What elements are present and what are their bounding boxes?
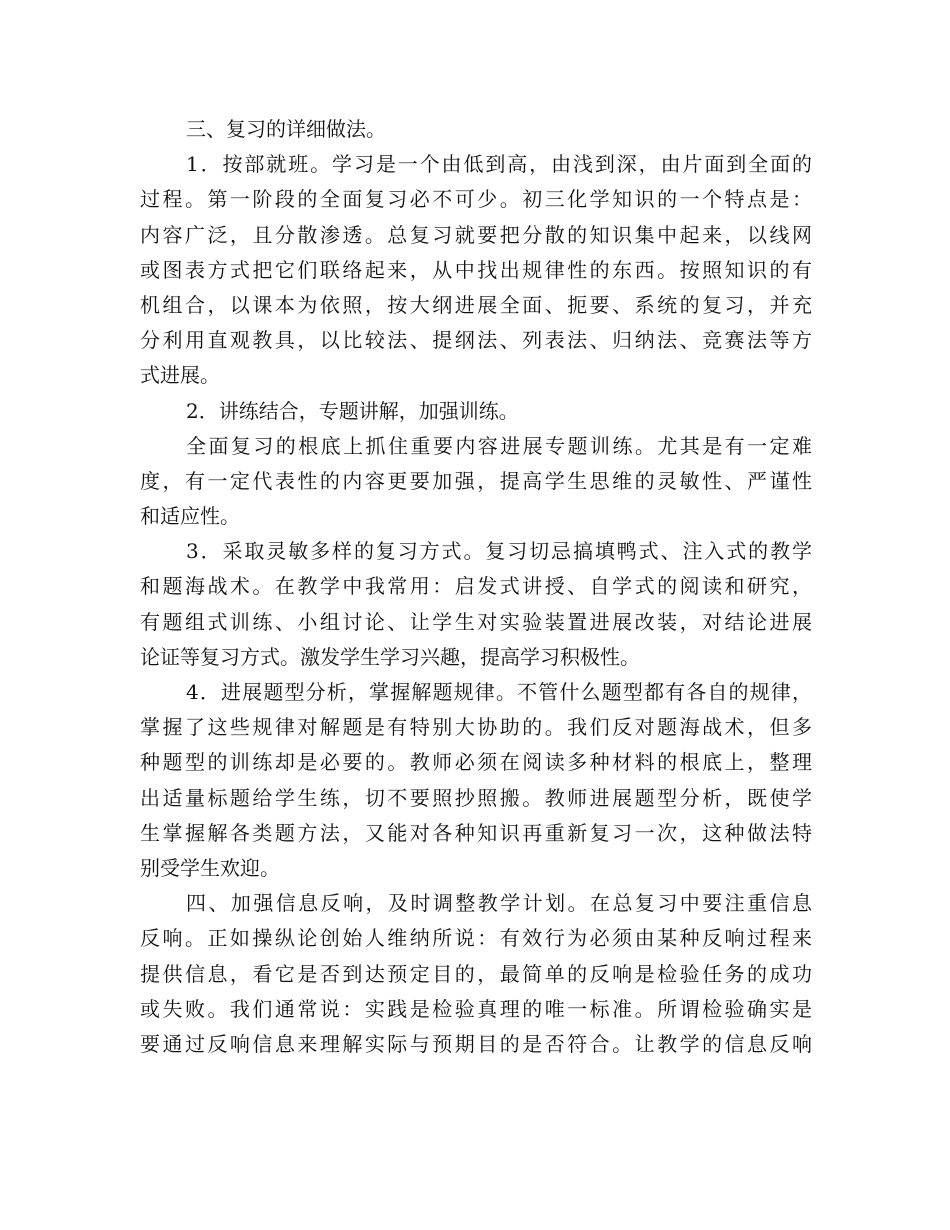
text-line: 或图表方式把它们联络起来，从中找出规律性的东西。按照知识的有 [140, 257, 812, 282]
document-body [140, 112, 812, 1062]
text-line: 度，有一定代表性的内容更要加强，提高学生思维的灵敏性、严谨性 [140, 468, 812, 493]
text-line: 2．讲练结合，专题讲解，加强训练。 [186, 398, 519, 423]
text-line: 和题海战术。在教学中我常用：启发式讲授、自学式的阅读和研究， [140, 574, 812, 599]
text-line: 别受学生欢迎。 [140, 855, 280, 880]
text-line: 过程。第一阶段的全面复习必不可少。初三化学知识的一个特点是： [140, 187, 812, 212]
text-line: 四、加强信息反响，及时调整教学计划。在总复习中要注重信息 [186, 891, 812, 916]
text-line: 生掌握解各类题方法，又能对各种知识再重新复习一次，这种做法特 [140, 820, 812, 845]
text-line: 3．采取灵敏多样的复习方式。复习切忌搞填鸭式、注入式的教学 [186, 539, 812, 564]
text-line: 掌握了这些规律对解题是有特别大协助的。我们反对题海战术，但多 [140, 715, 812, 740]
text-line: 种题型的训练却是必要的。教师必须在阅读多种材料的根底上，整理 [140, 750, 812, 775]
text-line: 要通过反响信息来理解实际与预期目的是否符合。让教学的信息反响 [140, 1031, 812, 1056]
text-line: 内容广泛，且分散渗透。总复习就要把分散的知识集中起来，以线网 [140, 222, 812, 247]
text-line: 4．进展题型分析，掌握解题规律。不管什么题型都有各自的规律， [186, 680, 812, 704]
text-line: 反响。正如操纵论创始人维纳所说：有效行为必须由某种反响过程来 [140, 926, 812, 951]
text-line: 三、复习的详细做法。 [186, 117, 386, 141]
text-line: 式进展。 [140, 363, 220, 388]
text-line: 全面复习的根底上抓住重要内容进展专题训练。尤其是有一定难 [186, 433, 812, 458]
text-line: 和适应性。 [140, 504, 240, 529]
text-line: 或失败。我们通常说：实践是检验真理的唯一标准。所谓检验确实是 [140, 996, 812, 1021]
text-line: 分利用直观教具，以比较法、提纲法、列表法、归纳法、竞赛法等方 [140, 328, 812, 353]
text-line: 有题组式训练、小组讨论、让学生对实验装置进展改装，对结论进展 [140, 609, 812, 634]
text-line: 论证等复习方式。激发学生学习兴趣，提高学习积极性。 [140, 644, 640, 669]
text-line: 机组合，以课本为依照，按大纲进展全面、扼要、系统的复习，并充 [140, 292, 812, 317]
text-line: 出适量标题给学生练，切不要照抄照搬。教师进展题型分析，既使学 [140, 785, 812, 810]
text-line: 1．按部就班。学习是一个由低到高，由浅到深，由片面到全面的 [186, 152, 812, 177]
text-line: 提供信息，看它是否到达预定目的，最简单的反响是检验任务的成功 [140, 961, 812, 986]
